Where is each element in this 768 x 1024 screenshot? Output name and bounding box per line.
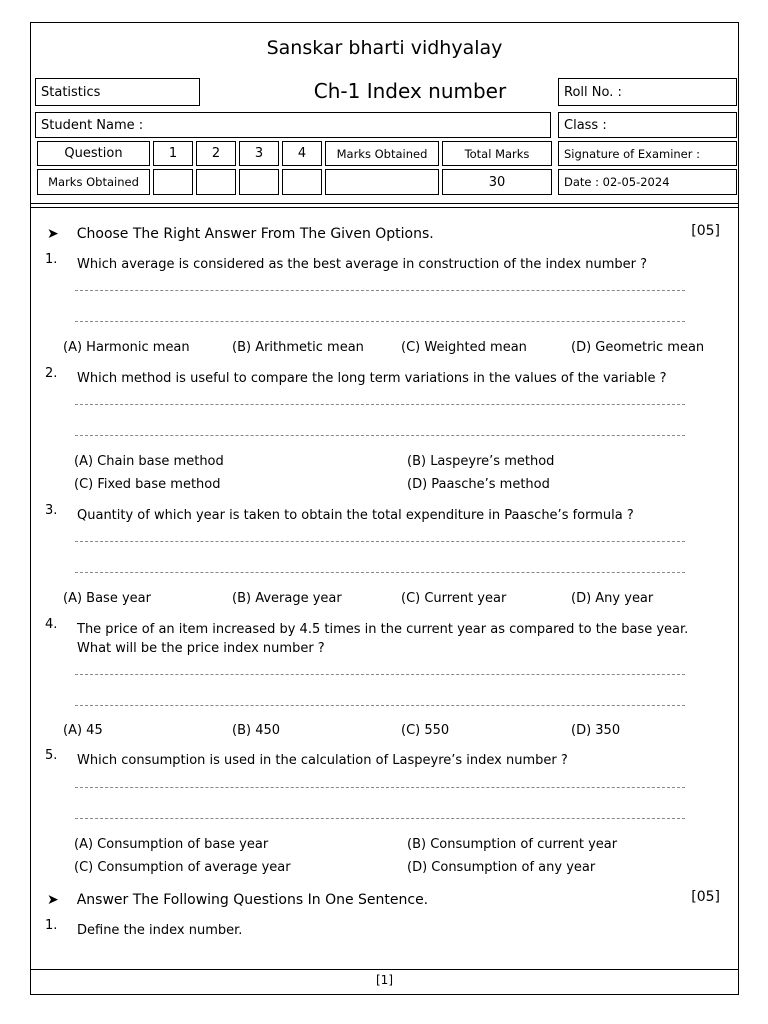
option-b: (B) Average year [232,591,342,606]
question-number: 3. [45,503,58,518]
arrow-bullet-icon: ➤ [47,226,59,242]
marks-cell-2 [196,169,236,195]
option-c: (C) Fixed base method [74,477,221,492]
answer-line [75,435,685,436]
option-d: (D) Consumption of any year [407,860,596,875]
option-c: (C) Current year [401,591,507,606]
answer-line [75,321,685,322]
option-a: (A) Chain base method [74,454,224,469]
section-a-marks: [05] [691,223,720,239]
question-number: 2. [45,366,58,381]
question-text: Which method is useful to compare the long term variations in the values of the variable ? [77,371,667,386]
page-number: [1] [376,973,393,987]
option-b: (B) 450 [232,723,281,738]
footer-separator [31,969,738,970]
answer-line [75,818,685,819]
chapter-title: Ch-1 Index number [313,79,507,103]
date-field: Date : 02-05-2024 [558,169,737,195]
roll-no-field: Roll No. : [558,78,737,106]
section-a-title: Choose The Right Answer From The Given Options. [76,226,434,242]
examiner-signature-field: Signature of Examiner : [558,141,737,166]
option-a: (A) Harmonic mean [63,340,190,355]
subject-box: Statistics [35,78,200,106]
paper-frame [30,22,739,995]
option-c: (C) Consumption of average year [74,860,291,875]
student-name-field: Student Name : [35,112,551,138]
marks-cell-1 [153,169,193,195]
option-d: (D) Geometric mean [571,340,705,355]
option-a: (A) Consumption of base year [74,837,269,852]
marks-obtained-row-label: Marks Obtained [37,169,150,195]
answer-line [75,674,685,675]
answer-line [75,572,685,573]
answer-line [75,705,685,706]
marks-cell-4 [282,169,322,195]
option-d: (D) Paasche’s method [407,477,550,492]
class-field: Class : [558,112,737,138]
question-number: 4. [45,617,58,632]
total-marks-value: 30 [442,169,552,195]
question-text: Which consumption is used in the calculation of Laspeyre’s index number ? [77,753,568,768]
question-text: Quantity of which year is taken to obtain the total expenditure in Paasche’s formula ? [77,508,634,523]
option-b: (B) Arithmetic mean [232,340,364,355]
answer-line [75,404,685,405]
option-b: (B) Laspeyre’s method [407,454,555,469]
marks-obtained-header: Marks Obtained [325,141,439,166]
question-col-1: 1 [153,141,193,166]
option-a: (A) Base year [63,591,151,606]
question-col-2: 2 [196,141,236,166]
question-number: 5. [45,748,58,763]
header-separator-2 [31,207,738,208]
option-b: (B) Consumption of current year [407,837,618,852]
answer-line [75,541,685,542]
section-b-heading [47,892,428,908]
question-header: Question [37,141,150,166]
answer-line [75,787,685,788]
marks-cell-3 [239,169,279,195]
section-b-title: Answer The Following Questions In One Sentence. [76,892,429,908]
question-text: The price of an item increased by 4.5 times in the current year as compared to the base year. What will be the price index number ? [77,622,689,656]
school-name: Sanskar bharti vidhyalay [266,37,503,59]
option-a: (A) 45 [63,723,103,738]
marks-obtained-cell [325,169,439,195]
question-text: Define the index number. [77,923,243,938]
section-a-heading [47,226,434,242]
option-c: (C) 550 [401,723,450,738]
arrow-bullet-icon: ➤ [47,892,59,908]
question-text: Which average is considered as the best average in construction of the index number ? [77,257,648,272]
option-c: (C) Weighted mean [401,340,527,355]
header-separator [31,203,738,204]
total-marks-header: Total Marks [442,141,552,166]
question-col-4: 4 [282,141,322,166]
section-b-marks: [05] [691,889,720,905]
option-d: (D) 350 [571,723,621,738]
question-number: 1. [45,918,58,933]
answer-line [75,290,685,291]
question-number: 1. [45,252,58,267]
question-col-3: 3 [239,141,279,166]
option-d: (D) Any year [571,591,654,606]
